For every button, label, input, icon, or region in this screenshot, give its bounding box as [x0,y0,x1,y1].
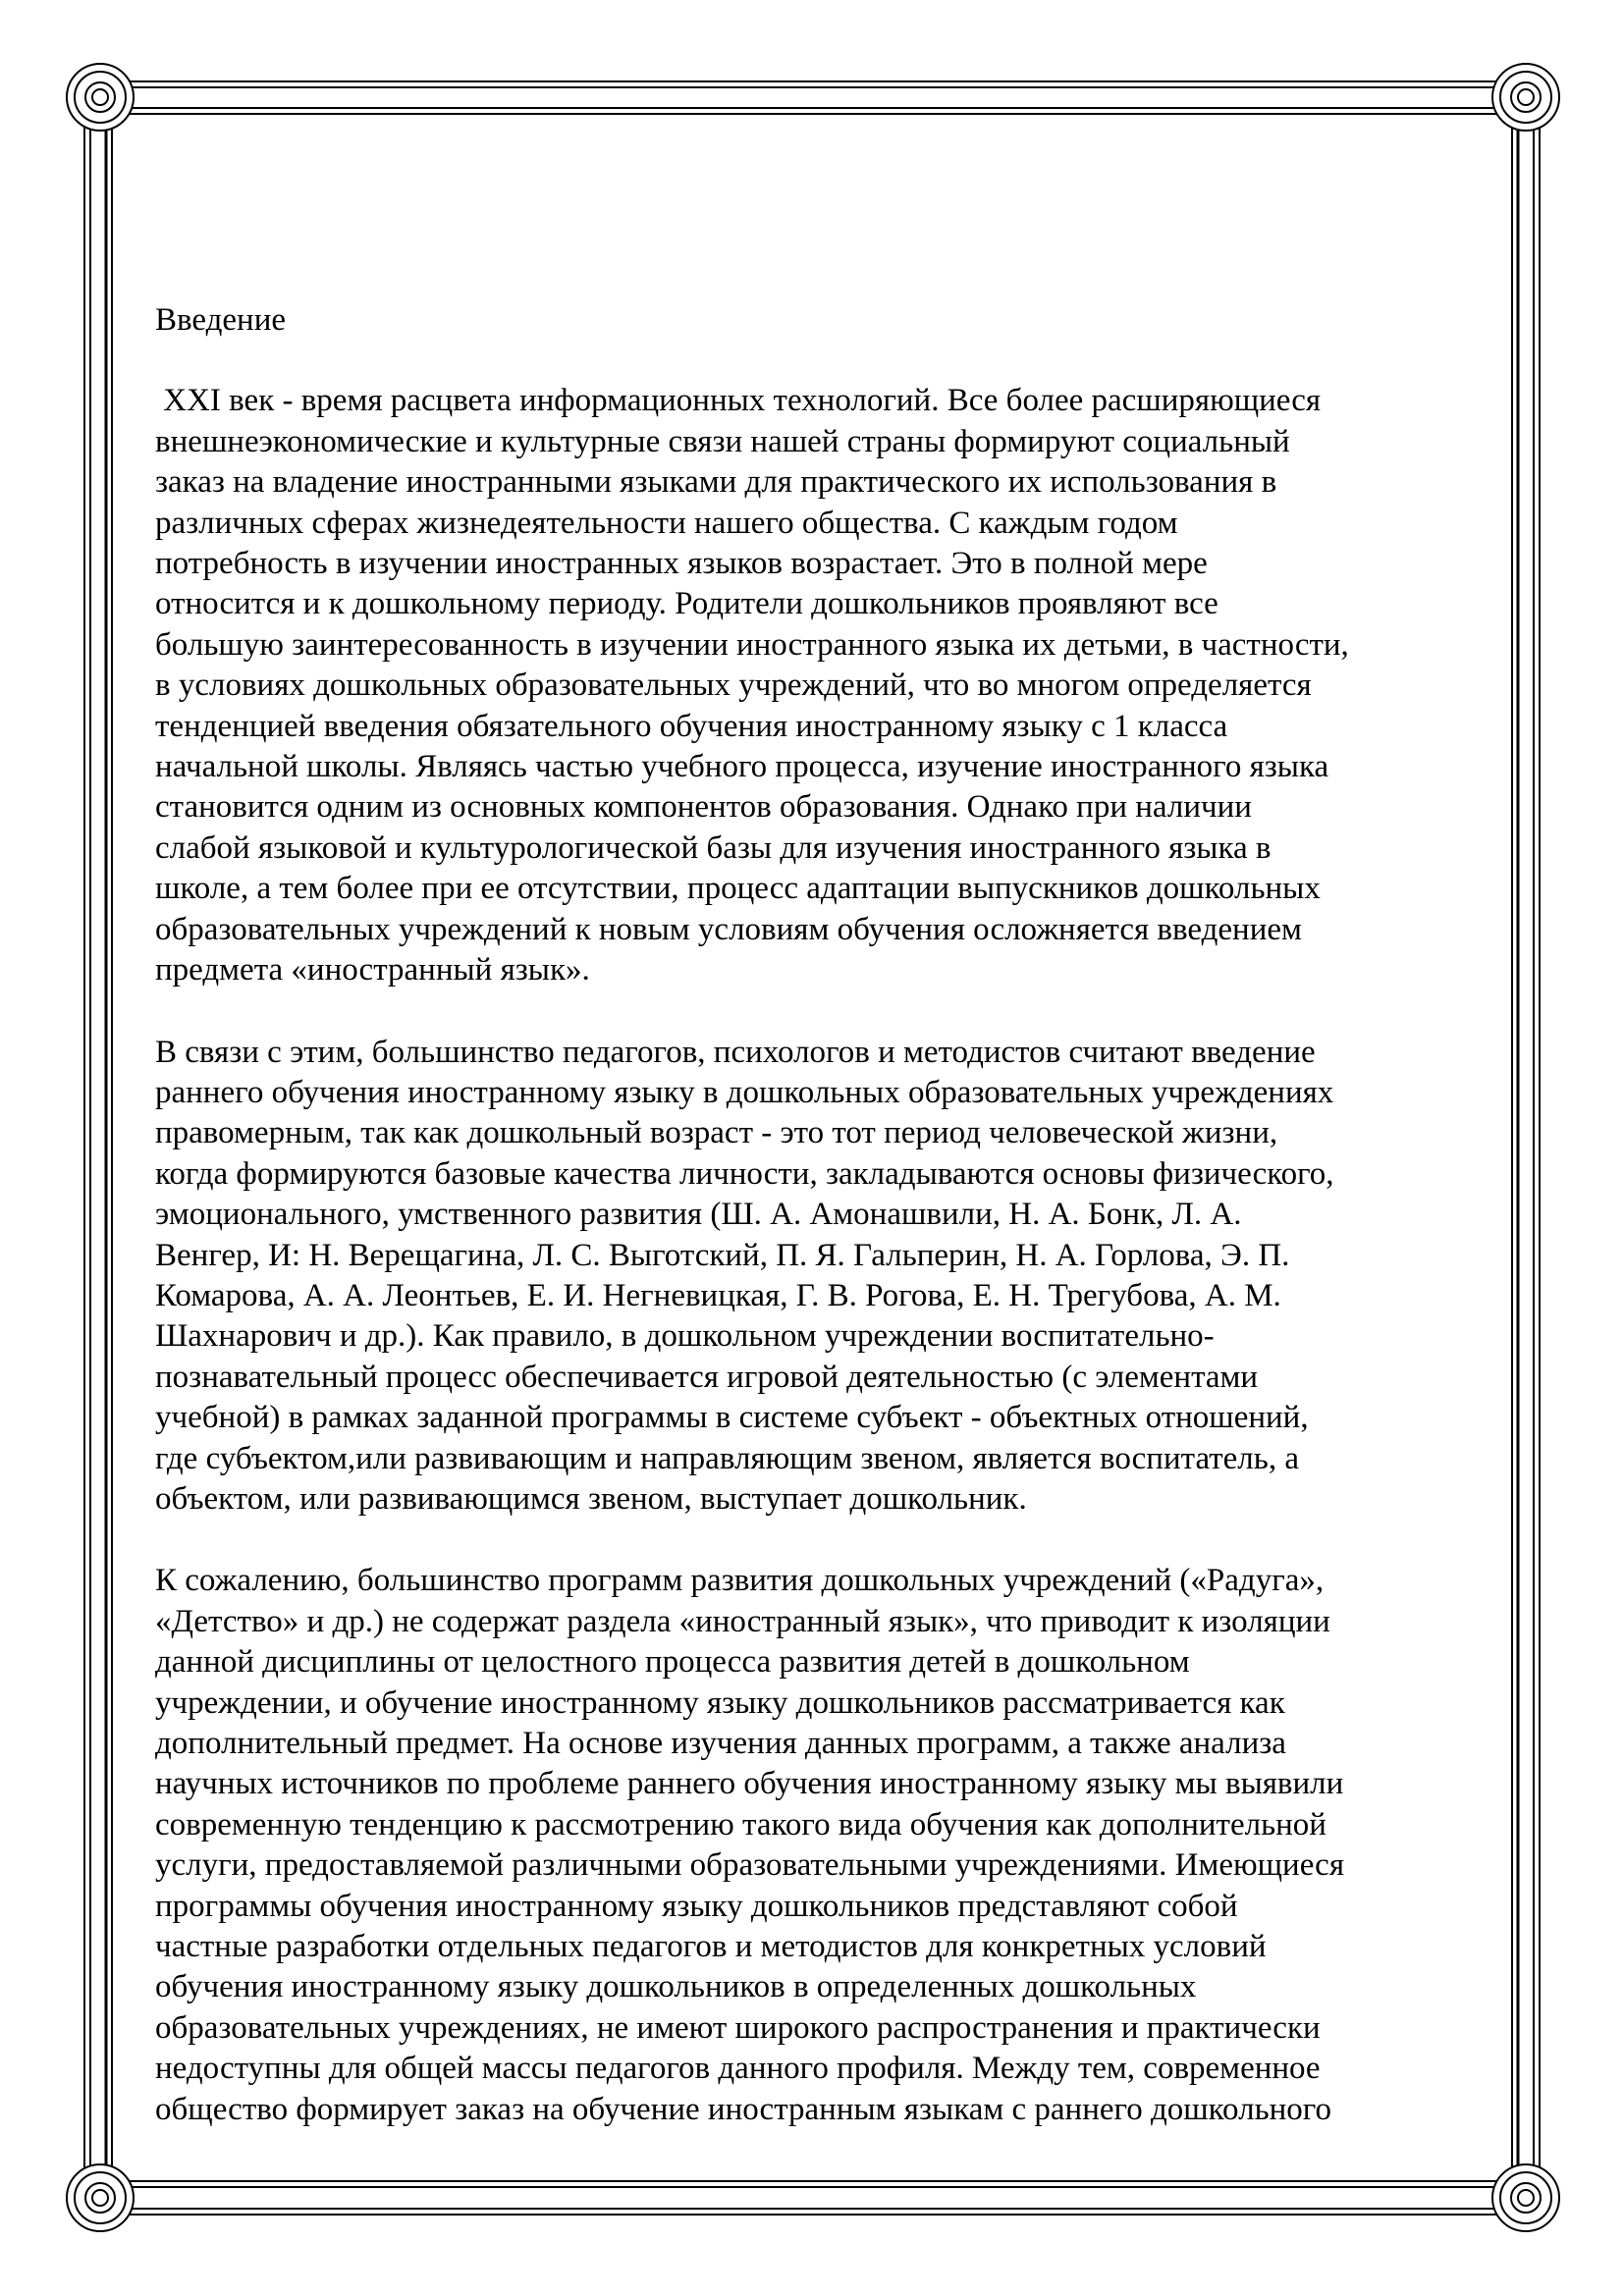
text-line: предмета «иностранный язык». [155,952,590,988]
paragraphs [155,381,1481,2130]
text-line: В связи с этим, большинство педагогов, психологов и методистов считают введение [155,1034,1316,1070]
corner-ornament-bottom-left [67,2164,134,2231]
text-line: раннего обучения иностранному языку в дошкольных образовательных учреждениях [155,1074,1334,1110]
paragraph-2 [155,1033,1481,1521]
corner-ornament-bottom-right [1492,2164,1559,2231]
text-line: программы обучения иностранному языку дошкольников представляют собой [155,1888,1238,1924]
text-line: дополнительный предмет. На основе изучения данных программ, а также анализа [155,1726,1286,1761]
text-line: становится одним из основных компонентов образования. Однако при наличии [155,789,1252,826]
text-line: школе, а тем более при ее отсутствии, процесс адаптации выпускников дошкольных [155,871,1321,907]
paragraph-1 [155,381,1481,990]
text-line: потребность в изучении иностранных языков возрастает. Это в полной мере [155,546,1208,582]
text-line: услуги, предоставляемой различными образовательными учреждениями. Имеющиеся [155,1847,1345,1884]
text-line: различных сферах жизнедеятельности нашего общества. С каждым годом [155,505,1178,541]
text-line: образовательных учреждений к новым условиям обучения осложняется введением [155,911,1302,947]
text-line: учебной) в рамках заданной программы в системе субъект - объектных отношений, [155,1400,1309,1436]
text-line: правомерным, так как дошкольный возраст - это тот период человеческой жизни, [155,1115,1278,1151]
text-line: частные разработки отдельных педагогов и методистов для конкретных условий [155,1929,1267,1965]
text-line: учреждении, и обучение иностранному языку дошкольников рассматривается как [155,1684,1285,1721]
text-line: большую заинтересованность в изучении иностранного языка их детьми, в частности, [155,626,1349,663]
text-line: в условиях дошкольных образовательных учреждений, что во многом определяется [155,667,1312,704]
paragraph-3 [155,1561,1481,2130]
text-line: «Детство» и др.) не содержат раздела «иностранный язык», что приводит к изоляции [155,1603,1330,1639]
corner-ornament-top-left [67,64,134,131]
text-line: Комарова, А. А. Леонтьев, Е. И. Негневицкая, Г. В. Рогова, Е. Н. Трегубова, А. М. [155,1277,1281,1313]
text-line: познавательный процесс обеспечивается игровой деятельностью (с элементами [155,1359,1259,1395]
text-line: заказ на владение иностранными языками для практического их использования в [155,464,1277,501]
text-line: современную тенденцию к рассмотрению такого вида обучения как дополнительной [155,1806,1326,1842]
text-line: образовательных учреждениях, не имеют широкого распространения и практически [155,2009,1321,2046]
text-line: общество формирует заказ на обучение иностранным языкам с раннего дошкольного [155,2091,1331,2127]
text-line: научных источников по проблеме раннего обучения иностранному языку мы выявили [155,1766,1344,1802]
text-line: данной дисциплины от целостного процесса развития детей в дошкольном [155,1644,1190,1681]
text-line: когда формируются базовые качества личности, закладываются основы физического, [155,1155,1334,1192]
text-line: XXI век - время расцвета информационных технологий. Все более расширяющиеся [155,383,1322,419]
corner-ornament-top-right [1492,64,1559,131]
text-line: эмоционального, умственного развития (Ш. А. Амонашвили, Н. А. Бонк, Л. А. [155,1197,1242,1233]
text-line: где субъектом,или развивающим и направляющим звеном, является воспитатель, а [155,1440,1299,1476]
text-line: начальной школы. Являясь частью учебного процесса, изучение иностранного языка [155,749,1329,785]
text-line: Венгер, И: Н. Верещагина, Л. С. Выготский, П. Я. Гальперин, Н. А. Горлова, Э. П. [155,1237,1290,1273]
text-line: объектом, или развивающимся звеном, выступает дошкольник. [155,1480,1027,1517]
section-heading: Введение [155,302,287,338]
text-line: относится и к дошкольному периоду. Родители дошкольников проявляют все [155,586,1218,622]
text-line: Шахнарович и др.). Как правило, в дошкольном учреждении воспитательно- [155,1318,1215,1355]
text-line: обучения иностранному языку дошкольников в определенных дошкольных [155,1969,1197,2005]
text-line: внешнеэкономические и культурные связи нашей страны формируют социальный [155,423,1290,459]
text-line: недоступны для общей массы педагогов данного профиля. Между тем, современное [155,2051,1321,2087]
text-line: тенденцией введения обязательного обучения иностранному языку с 1 класса [155,708,1228,744]
text-line: К сожалению, большинство программ развития дошкольных учреждений («Радуга», [155,1563,1325,1599]
text-line: слабой языковой и культурологической базы для изучения иностранного языка в [155,829,1272,866]
document-body [155,300,1481,2171]
